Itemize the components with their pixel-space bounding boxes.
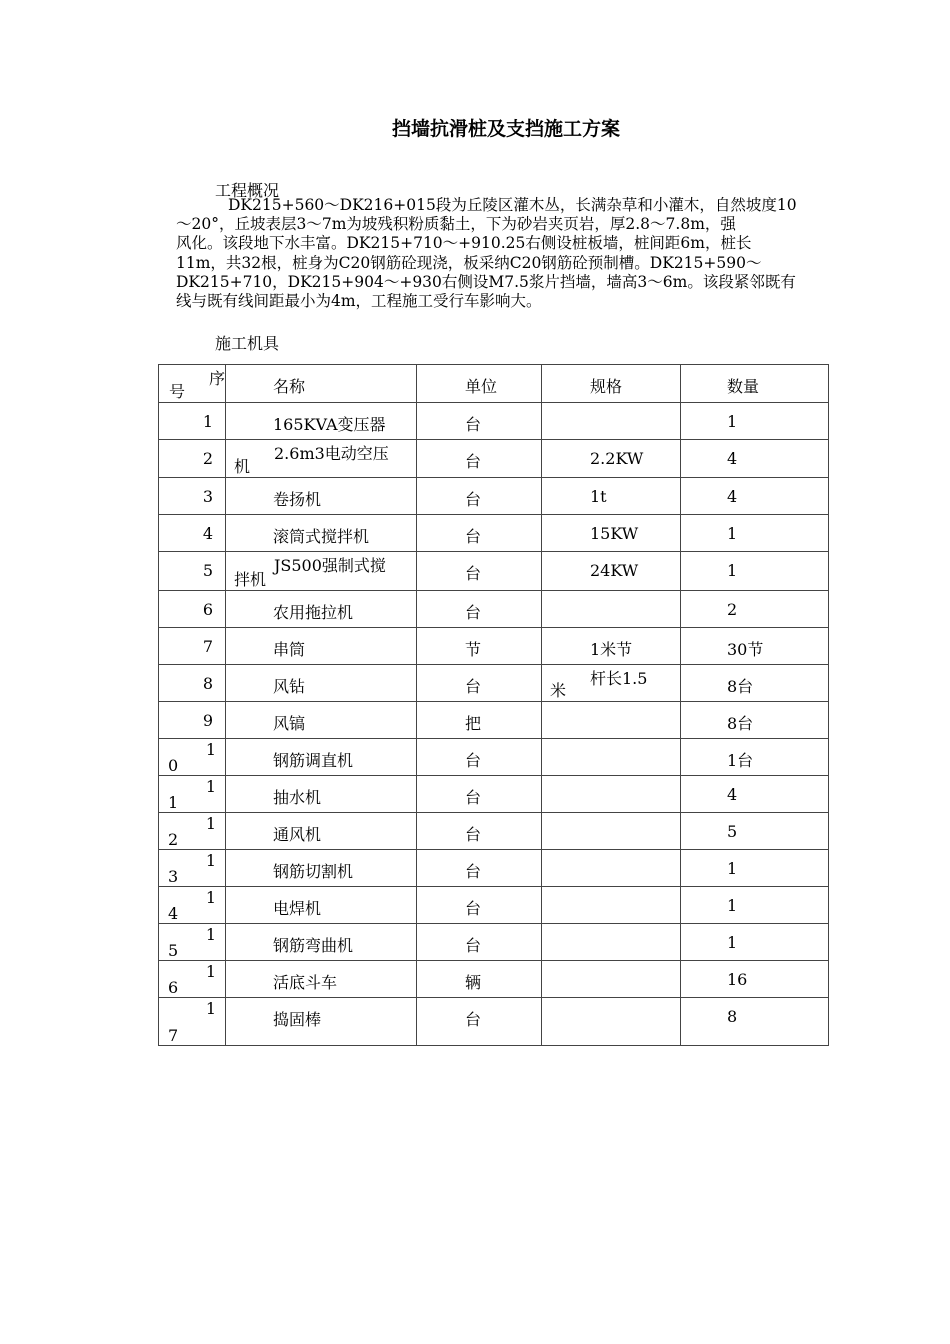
equipment-name: 钢筋调直机 [273,751,354,770]
table-row [159,552,829,591]
unit-value: 台 [465,899,482,918]
unit-value: 台 [465,788,482,807]
seq-number-top: 1 [205,740,216,759]
seq-cell [159,403,226,440]
unit-value: 台 [465,452,482,471]
name-cell [226,440,417,478]
unit-value: 台 [465,527,482,546]
name-cell [226,887,417,924]
qty-cell [681,665,829,702]
seq-cell [159,591,226,628]
qty-cell [681,739,829,776]
name-cell [226,998,417,1046]
seq-number: 8 [202,674,213,693]
seq-cell [159,478,226,515]
seq-number: 5 [202,561,213,580]
table-row [159,961,829,998]
unit-cell [417,813,542,850]
name-cell [226,552,417,591]
name-cell [226,403,417,440]
qty-value: 1 [727,859,738,878]
table-row [159,924,829,961]
equipment-name: 风镐 [273,714,306,733]
unit-value: 节 [465,640,482,659]
unit-value: 辆 [465,973,482,992]
spec-cell [542,924,681,961]
seq-number: 9 [202,711,213,730]
seq-number-top: 1 [205,814,216,833]
equipment-name: 电焊机 [273,899,322,918]
table-row [159,998,829,1046]
equipment-name: 通风机 [273,825,322,844]
table-row [159,665,829,702]
qty-cell [681,961,829,998]
seq-cell [159,440,226,478]
name-cell [226,702,417,739]
seq-number: 6 [202,600,213,619]
seq-cell [159,628,226,665]
seq-cell [159,924,226,961]
table-row [159,739,829,776]
equipment-name: 农用拖拉机 [273,603,354,622]
spec-value: 24KW [590,561,639,580]
equipment-name: 钢筋切割机 [273,862,354,881]
table-row [159,850,829,887]
unit-cell [417,628,542,665]
equipment-name: 抽水机 [273,788,322,807]
spec-value: 1t [590,487,607,506]
unit-cell [417,591,542,628]
qty-cell [681,591,829,628]
seq-cell [159,887,226,924]
header-spec [542,365,681,403]
name-cell [226,776,417,813]
unit-value: 台 [465,862,482,881]
table-row [159,440,829,478]
qty-value: 1 [727,524,738,543]
spec-value: 2.2KW [590,449,644,468]
unit-value: 台 [465,490,482,509]
qty-value: 4 [727,449,738,468]
header-unit [417,365,542,403]
seq-number: 3 [202,487,213,506]
name-cell [226,591,417,628]
unit-value: 台 [465,936,482,955]
seq-number-bottom: 4 [168,904,179,923]
seq-cell [159,665,226,702]
qty-cell [681,403,829,440]
unit-value: 台 [465,751,482,770]
table-row [159,776,829,813]
name-cell [226,478,417,515]
seq-number-bottom: 2 [168,830,179,849]
spec-cell [542,440,681,478]
equipment-name: 活底斗车 [273,973,338,992]
table-row [159,403,829,440]
table-row [159,702,829,739]
name-cell [226,850,417,887]
spec-bottom: 米 [550,681,567,700]
unit-value: 台 [465,415,482,434]
equipment-name: 滚筒式搅拌机 [273,527,370,546]
equipment-name: 捣固棒 [273,1010,322,1029]
unit-cell [417,552,542,591]
qty-cell [681,850,829,887]
qty-cell [681,628,829,665]
qty-cell [681,515,829,552]
header-seq-top: 序 [208,369,225,388]
seq-cell [159,776,226,813]
seq-number-top: 1 [205,925,216,944]
paragraph-line: DK215+710，DK215+904～+930右侧设M7.5浆片挡墙，墙高3～6m。该段紧邻既有 [176,272,796,291]
qty-value: 8台 [727,677,754,696]
equipment-name-top: 2.6m3电动空压 [274,444,389,463]
spec-value: 15KW [590,524,639,543]
qty-value: 5 [727,822,738,841]
unit-cell [417,665,542,702]
seq-cell [159,850,226,887]
unit-value: 台 [465,1010,482,1029]
qty-value: 1 [727,561,738,580]
equipment-name: 串筒 [273,640,306,659]
document-title: 挡墙抗滑桩及支挡施工方案 [391,118,620,140]
seq-number-bottom: 6 [168,978,179,997]
qty-cell [681,813,829,850]
table-row [159,887,829,924]
equipment-name: 钢筋弯曲机 [273,936,354,955]
name-cell [226,515,417,552]
seq-cell [159,961,226,998]
seq-cell [159,813,226,850]
header-unit-label: 单位 [465,377,498,396]
unit-cell [417,961,542,998]
seq-number-top: 1 [205,777,216,796]
overview-paragraph [176,196,846,311]
header-name-label: 名称 [273,377,306,396]
qty-value: 1 [727,933,738,952]
unit-cell [417,998,542,1046]
seq-cell [159,702,226,739]
qty-value: 2 [727,600,738,619]
unit-cell [417,887,542,924]
spec-cell [542,591,681,628]
qty-cell [681,440,829,478]
unit-value: 台 [465,603,482,622]
seq-number-bottom: 7 [168,1026,179,1045]
spec-cell [542,850,681,887]
equipment-name-bottom: 机 [234,457,251,476]
table-row [159,813,829,850]
table-row [159,478,829,515]
equipment-name: 卷扬机 [273,490,322,509]
equipment-table [158,364,829,1046]
unit-cell [417,440,542,478]
seq-cell [159,552,226,591]
name-cell [226,961,417,998]
spec-cell [542,515,681,552]
qty-value: 1 [727,412,738,431]
spec-cell [542,998,681,1046]
qty-cell [681,776,829,813]
header-spec-label: 规格 [590,377,623,396]
table-row [159,515,829,552]
name-cell [226,813,417,850]
name-cell [226,665,417,702]
spec-cell [542,813,681,850]
header-name [226,365,417,403]
name-cell [226,739,417,776]
seq-number-top: 1 [205,962,216,981]
seq-number-top: 1 [205,999,216,1018]
seq-number-bottom: 0 [168,756,179,775]
qty-cell [681,702,829,739]
qty-value: 4 [727,487,738,506]
equipment-name-top: JS500强制式搅 [274,556,386,575]
seq-number-top: 1 [205,851,216,870]
paragraph-line: 11m，共32根，桩身为C20钢筋砼现浇，板采纳C20钢筋砼预制槽。DK215+590～ [176,253,762,272]
spec-cell [542,552,681,591]
qty-value: 4 [727,785,738,804]
spec-cell [542,702,681,739]
paragraph-line: 风化。该段地下水丰富。DK215+710～+910.25右侧设桩板墙，桩间距6m，桩长 [176,234,752,253]
equipment-name: 165KVA变压器 [273,415,386,434]
paragraph-line: DK215+560～DK216+015段为丘陵区灌木丛，长满杂草和小灌木，自然坡度10 [228,196,797,214]
equipment-name: 风钻 [273,677,306,696]
unit-cell [417,850,542,887]
header-qty [681,365,829,403]
unit-cell [417,739,542,776]
unit-cell [417,776,542,813]
seq-number-bottom: 5 [168,941,179,960]
qty-cell [681,924,829,961]
unit-cell [417,403,542,440]
qty-value: 8 [727,1007,738,1026]
unit-cell [417,478,542,515]
unit-value: 台 [465,677,482,696]
paragraph-line: ～20°，丘坡表层3～7m为坡残积粉质黏土，下为砂岩夹页岩，厚2.8～7.8m，强 [176,215,736,234]
section-heading-overview: 工程概况 [215,181,280,200]
qty-value: 1 [727,896,738,915]
qty-value: 1台 [727,751,754,770]
qty-value: 16 [727,970,748,989]
spec-value: 1米节 [590,640,633,659]
seq-cell [159,515,226,552]
spec-cell [542,887,681,924]
header-seq-bottom: 号 [169,382,186,401]
name-cell [226,628,417,665]
unit-cell [417,702,542,739]
seq-number: 1 [202,412,213,431]
seq-number: 4 [202,524,213,543]
name-cell [226,924,417,961]
spec-cell [542,739,681,776]
seq-cell [159,739,226,776]
spec-cell [542,628,681,665]
unit-cell [417,924,542,961]
seq-number: 7 [202,637,213,656]
spec-cell [542,776,681,813]
table-row [159,591,829,628]
spec-cell [542,961,681,998]
spec-cell [542,403,681,440]
qty-value: 8台 [727,714,754,733]
qty-value: 30节 [727,640,764,659]
qty-cell [681,478,829,515]
unit-value: 把 [465,714,482,733]
paragraph-line: 线与既有线间距最小为4m，工程施工受行车影响大。 [176,292,542,311]
qty-cell [681,998,829,1046]
table-row [159,628,829,665]
seq-number-bottom: 1 [168,793,179,812]
qty-cell [681,887,829,924]
header-seq [159,365,226,403]
seq-number: 2 [202,449,213,468]
spec-top: 杆长1.5 [590,669,648,688]
unit-value: 台 [465,564,482,583]
seq-number-bottom: 3 [168,867,179,886]
unit-value: 台 [465,825,482,844]
section-heading-equipment: 施工机具 [215,334,280,353]
spec-cell [542,478,681,515]
seq-number-top: 1 [205,888,216,907]
table-header-row [159,365,829,403]
unit-cell [417,515,542,552]
seq-cell [159,998,226,1046]
equipment-name-bottom: 拌机 [234,570,267,589]
spec-cell [542,665,681,702]
qty-cell [681,552,829,591]
header-qty-label: 数量 [727,377,760,396]
